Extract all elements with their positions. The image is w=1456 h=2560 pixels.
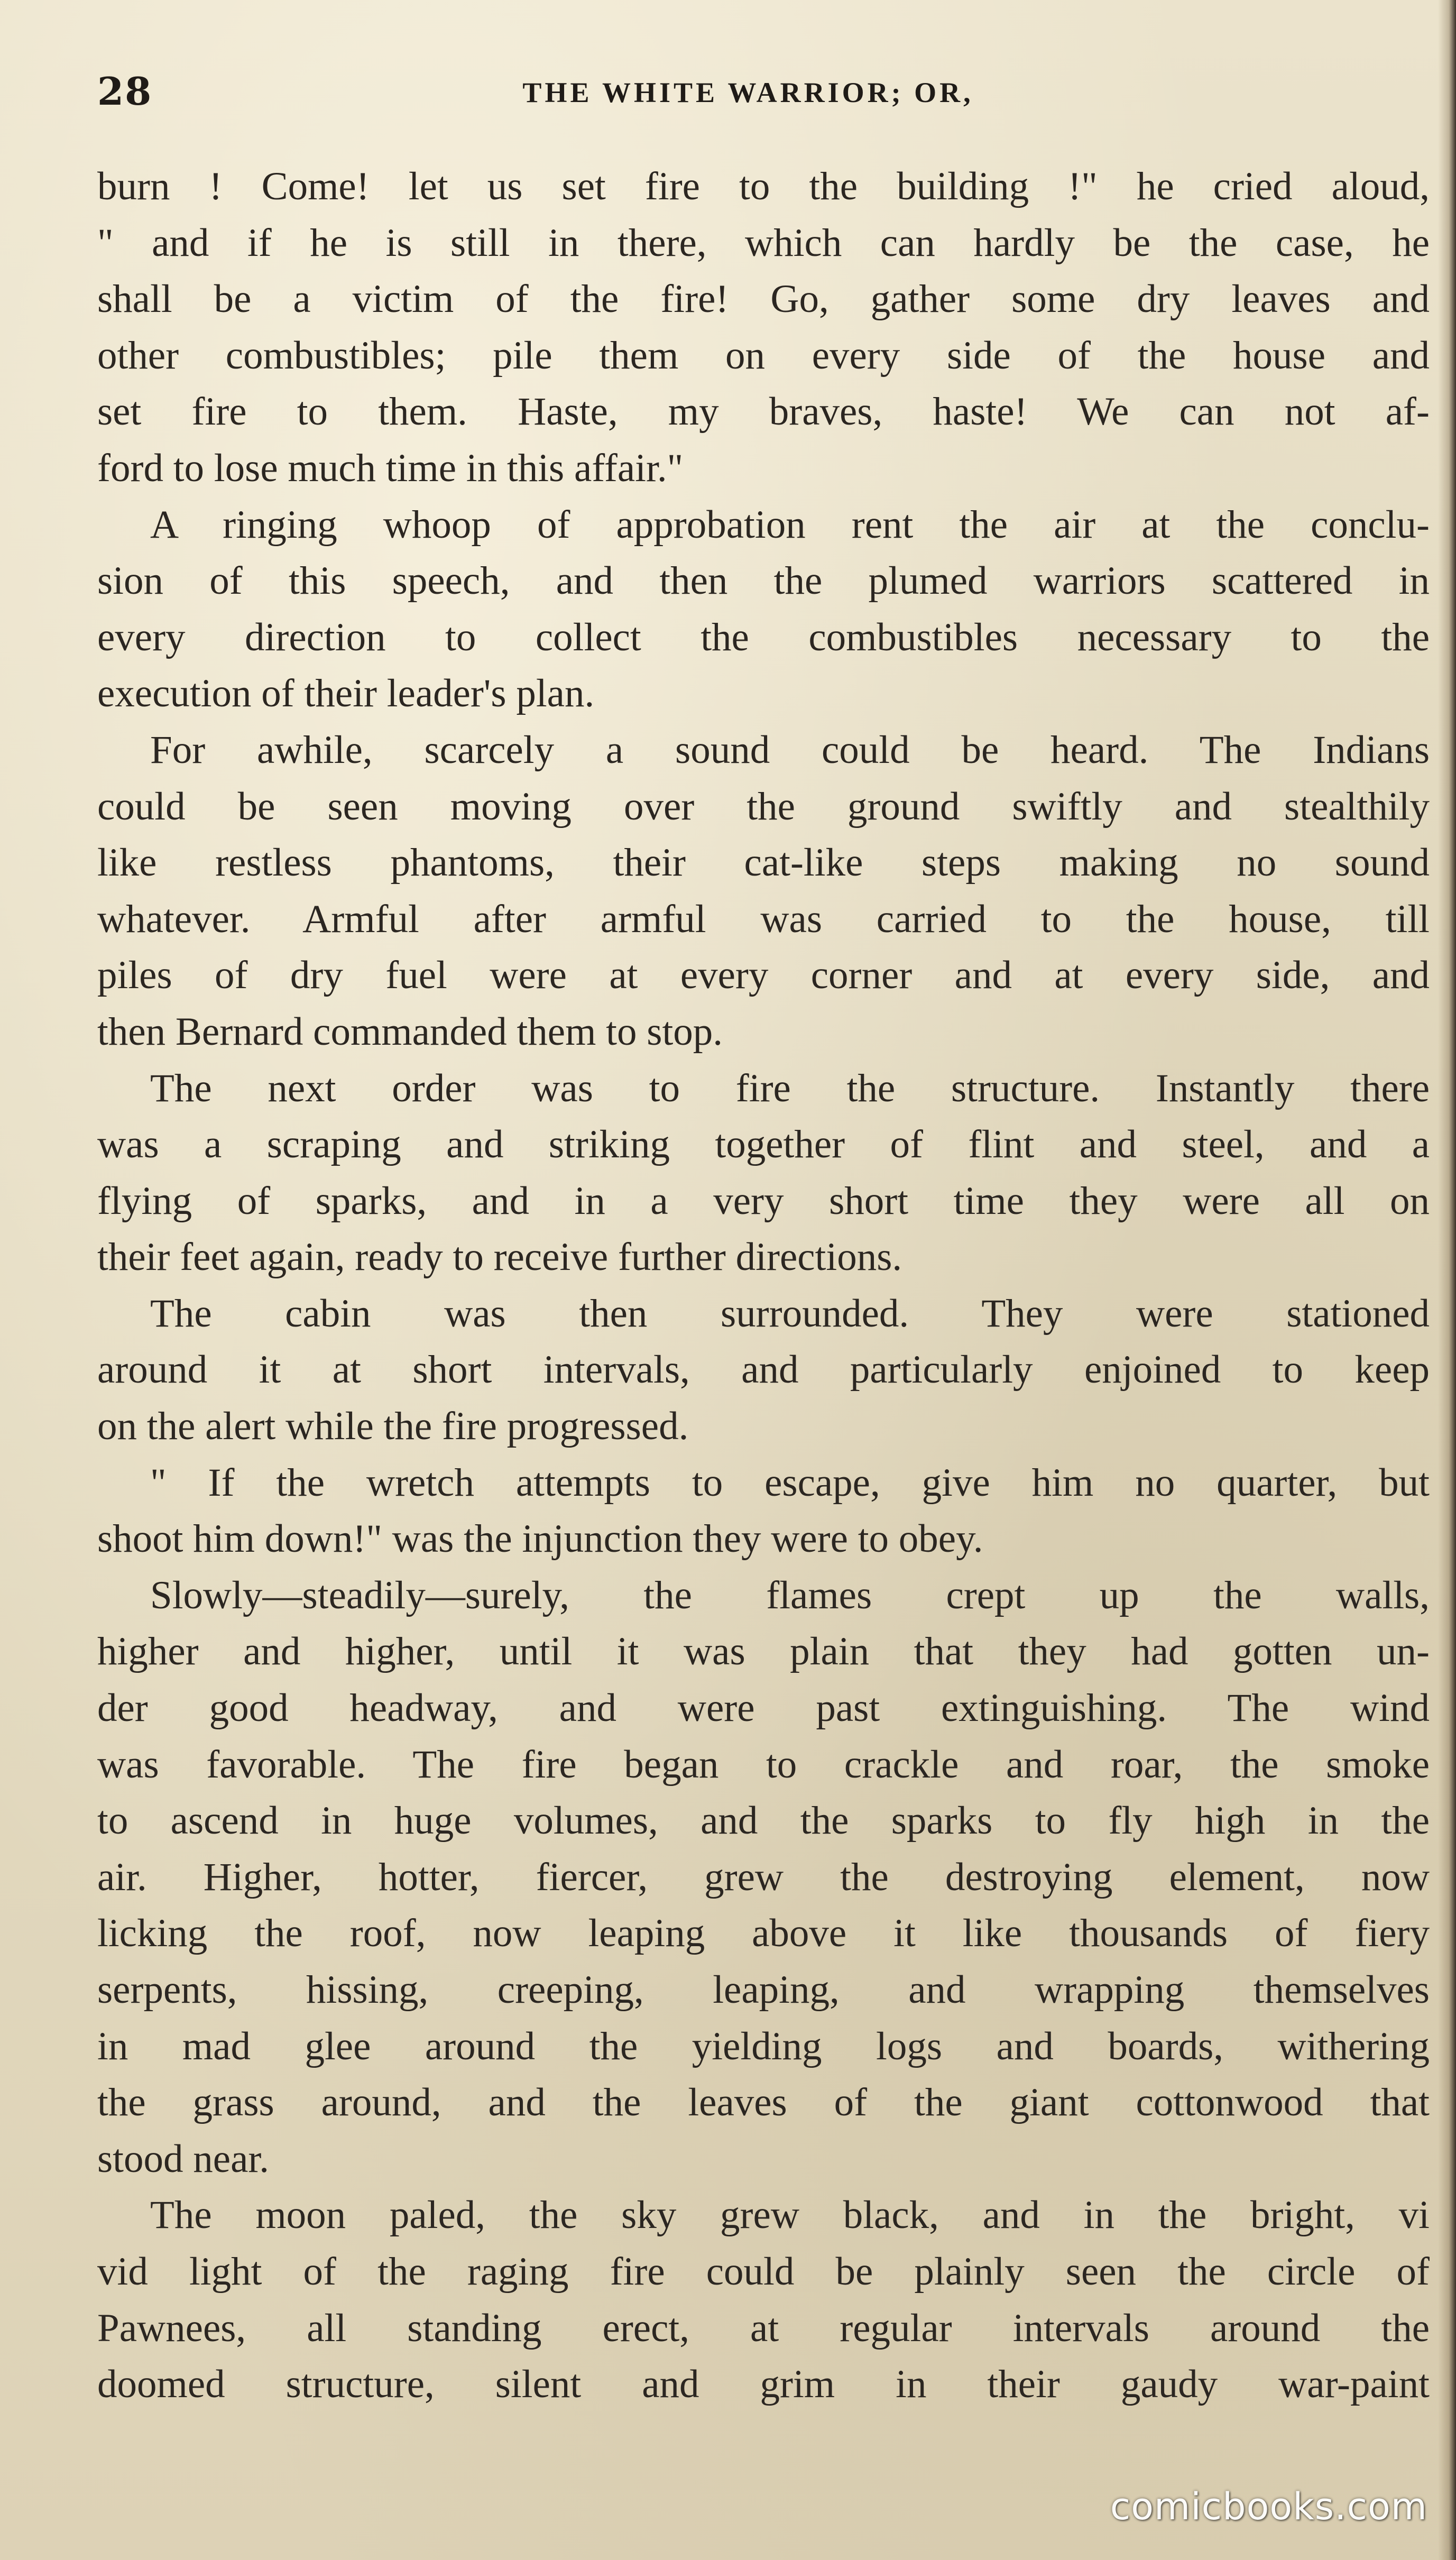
- running-head: [79, 63, 1417, 122]
- text-line: the grass around, and the leaves of the giant cottonwood that: [97, 2080, 1430, 2125]
- text-line: " If the wretch attempts to escape, give him no quarter, but: [150, 1460, 1430, 1505]
- text-line: air. Higher, hotter, fiercer, grew the destroying element, now: [97, 1855, 1430, 1899]
- text-line: to ascend in huge volumes, and the sparks to fly high in the: [97, 1799, 1430, 1843]
- text-line: their feet again, ready to receive further directions.: [97, 1235, 902, 1279]
- text-line: then Bernard commanded them to stop.: [97, 1009, 723, 1054]
- text-line: A ringing whoop of approbation rent the air at the conclu-: [150, 502, 1430, 547]
- text-line: flying of sparks, and in a very short time they were all on: [97, 1178, 1430, 1223]
- text-line: higher and higher, until it was plain that they had gotten un-: [97, 1629, 1430, 1674]
- text-line: other combustibles; pile them on every side of the house and: [97, 333, 1430, 377]
- text-line: on the alert while the fire progressed.: [97, 1404, 689, 1449]
- page-binding-edge: [1438, 0, 1456, 2560]
- text-line: piles of dry fuel were at every corner and at every side, and: [97, 953, 1430, 998]
- text-line: ford to lose much time in this affair.": [97, 446, 684, 490]
- text-line: sion of this speech, and then the plumed warriors scattered in: [97, 559, 1430, 603]
- text-line: Pawnees, all standing erect, at regular intervals around the: [97, 2306, 1430, 2350]
- text-line: around it at short intervals, and particularly enjoined to keep: [97, 1348, 1430, 1392]
- text-line: in mad glee around the yielding logs and boards, withering: [97, 2024, 1430, 2068]
- body-text: [97, 159, 1430, 2413]
- text-line: shall be a victim of the fire! Go, gather some dry leaves and: [97, 277, 1430, 321]
- page-number: 28: [97, 69, 153, 114]
- text-line: serpents, hissing, creeping, leaping, and wrapping themselves: [97, 1968, 1430, 2012]
- text-line: vid light of the raging fire could be plainly seen the circle of: [97, 2249, 1430, 2294]
- text-line: The moon paled, the sky grew black, and in the bright, vi: [150, 2193, 1430, 2237]
- text-line: der good headway, and were past extinguishing. The wind: [97, 1686, 1430, 1730]
- text-line: The cabin was then surrounded. They were stationed: [150, 1291, 1430, 1336]
- text-line: doomed structure, silent and grim in their gaudy war-paint: [97, 2362, 1430, 2407]
- text-line: stood near.: [97, 2137, 269, 2181]
- text-line: every direction to collect the combustibles necessary to the: [97, 615, 1430, 659]
- text-line: whatever. Armful after armful was carried to the house, till: [97, 897, 1430, 941]
- text-line: could be seen moving over the ground swiftly and stealthily: [97, 784, 1430, 828]
- text-line: burn ! Come! let us set fire to the building !" he cried aloud,: [97, 164, 1430, 208]
- text-line: licking the roof, now leaping above it like thousands of fiery: [97, 1911, 1430, 1956]
- text-line: The next order was to fire the structure. Instantly there: [150, 1066, 1430, 1110]
- text-line: set fire to them. Haste, my braves, haste! We can not af-: [97, 390, 1430, 434]
- text-line: For awhile, scarcely a sound could be heard. The Indians: [150, 728, 1430, 772]
- text-line: like restless phantoms, their cat-like steps making no sound: [97, 841, 1430, 885]
- text-line: shoot him down!" was the injunction they were to obey.: [97, 1517, 983, 1561]
- text-line: was a scraping and striking together of flint and steel, and a: [97, 1122, 1430, 1167]
- text-line: execution of their leader's plan.: [97, 671, 595, 716]
- text-line: " and if he is still in there, which can hardly be the case, he: [97, 220, 1430, 265]
- running-head-title: THE WHITE WARRIOR; OR,: [522, 77, 974, 108]
- watermark: comicbooks.com: [1110, 2485, 1427, 2528]
- text-line: Slowly—steadily—surely, the flames crept up the walls,: [150, 1573, 1430, 1617]
- text-line: was favorable. The fire began to crackle and roar, the smoke: [97, 1742, 1430, 1787]
